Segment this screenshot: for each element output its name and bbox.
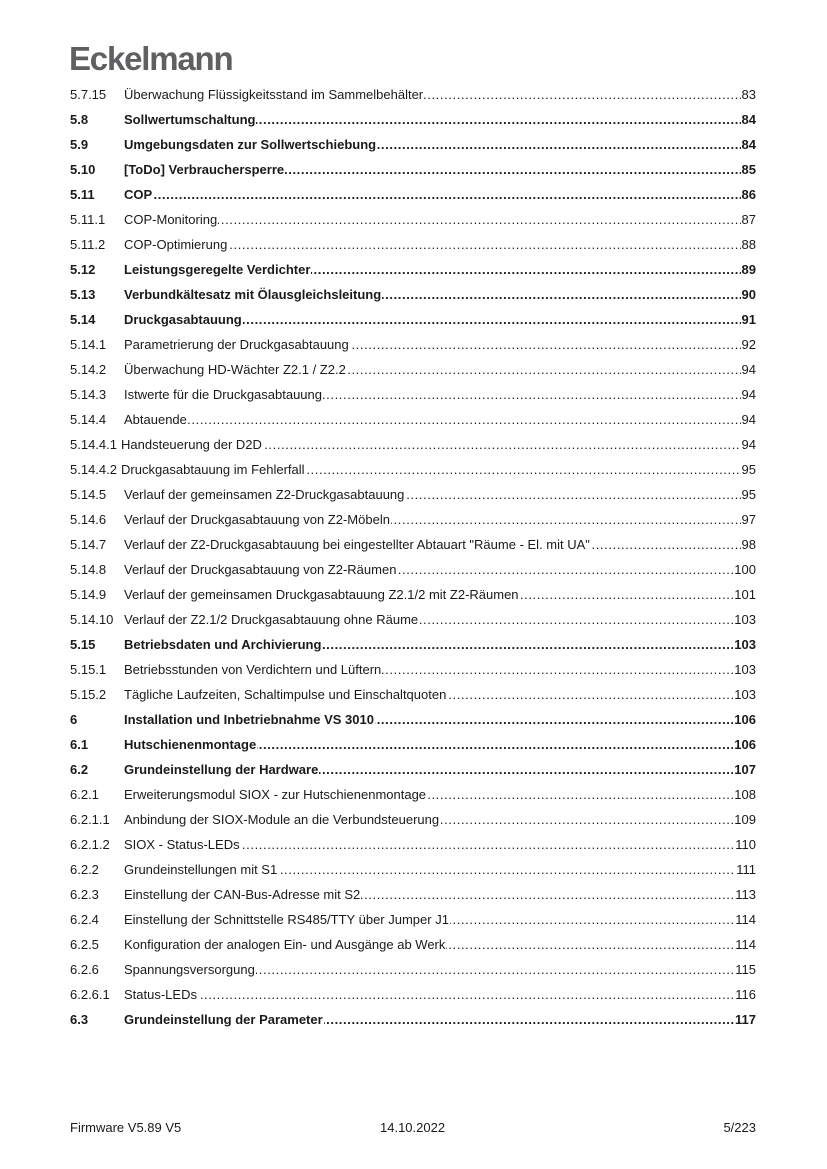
toc-entry-title: Verlauf der Z2.1/2 Druckgasabtauung ohne Räume <box>124 611 419 627</box>
toc-entry-title-wrap <box>124 787 733 803</box>
toc-entry-page: 103 <box>734 611 756 627</box>
toc-entry-title-wrap <box>124 312 741 328</box>
toc-entry[interactable] <box>70 632 756 657</box>
toc-entry-page: 97 <box>741 511 756 527</box>
toc-entry-title-wrap <box>124 562 733 578</box>
toc-entry[interactable] <box>70 857 756 882</box>
toc-entry-page: 91 <box>741 311 756 327</box>
toc-entry-title: Grundeinstellung der Parameter <box>124 1011 323 1027</box>
toc-entry[interactable] <box>70 932 756 957</box>
toc-entry-page: 94 <box>741 436 756 452</box>
toc-entry-page: 101 <box>734 586 756 602</box>
toc-entry-page: 109 <box>734 811 756 827</box>
toc-entry-page: 95 <box>741 486 756 502</box>
toc-entry-page: 85 <box>741 161 756 177</box>
toc-entry-title-wrap <box>124 1012 734 1028</box>
toc-entry-number: 5.10 <box>70 161 96 177</box>
toc-entry-number: 5.14.4.2 <box>70 461 117 477</box>
toc-entry-title: Einstellung der CAN-Bus-Adresse mit S2 <box>124 886 361 902</box>
toc-entry-title-wrap <box>124 512 741 528</box>
toc-entry-title-wrap <box>124 187 741 203</box>
toc-entry-number: 5.15.2 <box>70 686 107 702</box>
toc-entry-title: Leistungsgeregelte Verdichter <box>124 261 311 277</box>
toc-entry-title: Handsteuerung der D2D <box>121 436 262 452</box>
toc-entry[interactable] <box>70 457 756 482</box>
toc-entry-title-wrap <box>124 712 733 728</box>
toc-entry-title: Tägliche Laufzeiten, Schaltimpulse und Einschaltquoten <box>124 686 447 702</box>
toc-entry-page: 108 <box>734 786 756 802</box>
toc-entry-title-wrap <box>124 837 734 853</box>
toc-entry-number: 5.12 <box>70 261 96 277</box>
toc-entry-number: 5.11 <box>70 186 95 202</box>
toc-entry-title: Erweiterungsmodul SIOX - zur Hutschienenmontage <box>124 786 427 802</box>
toc-entry-title: Verbundkältesatz mit Ölausgleichsleitung <box>124 286 382 302</box>
toc-entry-title: COP-Monitoring <box>124 211 218 227</box>
toc-entry-title-wrap <box>124 262 741 278</box>
toc-entry-page: 94 <box>741 411 756 427</box>
toc-entry-title-wrap <box>124 87 741 103</box>
toc-entry[interactable] <box>70 207 756 232</box>
toc-entry[interactable] <box>70 307 756 332</box>
toc-entry-title: Umgebungsdaten zur Sollwertschiebung <box>124 136 377 152</box>
toc-entry-number: 5.14.10 <box>70 611 114 627</box>
toc-entry-page: 107 <box>734 761 756 777</box>
toc-entry[interactable] <box>70 382 756 407</box>
toc-entry[interactable] <box>70 132 756 157</box>
toc-entry[interactable] <box>70 607 756 632</box>
toc-entry-title-wrap <box>124 887 734 903</box>
toc-entry-number: 5.14.6 <box>70 511 107 527</box>
toc-entry-page: 92 <box>741 336 756 352</box>
toc-entry-page: 106 <box>734 736 756 752</box>
toc-entry-page: 114 <box>735 936 756 952</box>
toc-entry[interactable] <box>70 832 756 857</box>
toc-entry-number: 5.8 <box>70 111 89 127</box>
toc-entry-number: 5.14.8 <box>70 561 107 577</box>
footer-firmware: Firmware V5.89 V5 <box>70 1120 182 1135</box>
toc-entry-title: Status-LEDs <box>124 986 197 1002</box>
toc-entry-page: 100 <box>734 561 756 577</box>
toc-entry-title-wrap <box>124 987 734 1003</box>
toc-entry-title-wrap <box>124 812 733 828</box>
toc-entry[interactable] <box>70 982 756 1007</box>
toc-entry-title: Anbindung der SIOX-Module an die Verbundsteuerung <box>124 811 440 827</box>
table-of-contents <box>70 82 756 1032</box>
toc-entry-title-wrap <box>124 162 741 178</box>
toc-entry-number: 6.2.3 <box>70 886 99 902</box>
toc-entry-title-wrap <box>124 412 741 428</box>
toc-entry-title: Betriebsdaten und Archivierung <box>124 636 322 652</box>
toc-entry-number: 5.9 <box>70 136 89 152</box>
toc-entry-page: 113 <box>735 886 756 902</box>
toc-entry-title: Verlauf der Druckgasabtauung von Z2-Möbeln <box>124 511 390 527</box>
toc-entry-number: 5.14.1 <box>70 336 107 352</box>
toc-entry[interactable] <box>70 657 756 682</box>
toc-entry[interactable] <box>70 807 756 832</box>
toc-entry[interactable] <box>70 707 756 732</box>
toc-entry-number: 5.13 <box>70 286 96 302</box>
toc-entry-title-wrap <box>124 962 734 978</box>
toc-entry-page: 117 <box>735 1011 756 1027</box>
toc-entry-title-wrap <box>124 112 741 128</box>
toc-entry-title: Spannungsversorgung <box>124 961 255 977</box>
toc-entry-number: 5.14.9 <box>70 586 107 602</box>
toc-entry-title: Überwachung Flüssigkeitsstand im Sammelbehälter <box>124 86 424 102</box>
toc-entry[interactable] <box>70 782 756 807</box>
toc-entry[interactable] <box>70 407 756 432</box>
toc-entry-title: Druckgasabtauung <box>124 311 242 327</box>
toc-entry[interactable] <box>70 907 756 932</box>
toc-entry-title: Konfiguration der analogen Ein- und Ausgänge ab Werk <box>124 936 446 952</box>
toc-entry-number: 5.14 <box>70 311 96 327</box>
toc-entry-title-wrap <box>124 537 741 553</box>
toc-entry-page: 95 <box>741 461 756 477</box>
toc-entry-number: 6.2 <box>70 761 89 777</box>
toc-entry-title: Verlauf der gemeinsamen Druckgasabtauung Z2.1/2 mit Z2-Räumen <box>124 586 519 602</box>
footer-page-number: 5/223 <box>723 1120 756 1135</box>
toc-entry-number: 5.14.2 <box>70 361 107 377</box>
toc-entry-number: 6 <box>70 711 78 727</box>
toc-entry-title-wrap <box>124 362 741 378</box>
toc-entry-title: COP-Optimierung <box>124 236 228 252</box>
toc-entry-title: Parametrierung der Druckgasabtauung <box>124 336 349 352</box>
toc-entry-title-wrap <box>124 387 741 403</box>
toc-entry-page: 88 <box>741 236 756 252</box>
footer-date: 14.10.2022 <box>380 1120 446 1135</box>
toc-entry-page: 83 <box>741 86 756 102</box>
toc-entry-number: 5.14.4.1 <box>70 436 117 452</box>
toc-entry-title: Grundeinstellungen mit S1 <box>124 861 278 877</box>
toc-entry-number: 5.14.3 <box>70 386 107 402</box>
toc-entry-title-wrap <box>124 587 733 603</box>
toc-entry-number: 6.2.2 <box>70 861 99 877</box>
toc-entry-title-wrap <box>121 462 741 478</box>
toc-entry[interactable] <box>70 957 756 982</box>
toc-entry-page: 86 <box>741 186 756 202</box>
toc-entry[interactable] <box>70 232 756 257</box>
toc-entry-number: 5.15 <box>70 636 96 652</box>
toc-entry-title-wrap <box>124 737 733 753</box>
toc-entry[interactable] <box>70 282 756 307</box>
toc-entry-page: 94 <box>741 386 756 402</box>
toc-entry-title: Hutschienenmontage <box>124 736 257 752</box>
toc-entry-number: 5.14.7 <box>70 536 107 552</box>
toc-entry-title: Überwachung HD-Wächter Z2.1 / Z2.2 <box>124 361 346 377</box>
toc-entry-number: 5.15.1 <box>70 661 107 677</box>
toc-entry-title-wrap <box>124 237 741 253</box>
toc-entry-title-wrap <box>124 337 741 353</box>
toc-entry-title-wrap <box>124 662 733 678</box>
toc-entry-title-wrap <box>124 762 733 778</box>
toc-entry-page: 90 <box>741 286 756 302</box>
toc-entry[interactable] <box>70 757 756 782</box>
toc-entry-title: Einstellung der Schnittstelle RS485/TTY über Jumper J1 <box>124 911 449 927</box>
toc-entry-page: 98 <box>741 536 756 552</box>
toc-entry-page: 84 <box>741 136 756 152</box>
toc-entry-title: Verlauf der Druckgasabtauung von Z2-Räumen <box>124 561 397 577</box>
toc-entry-page: 89 <box>741 261 756 277</box>
toc-entry[interactable] <box>70 157 756 182</box>
toc-entry[interactable] <box>70 507 756 532</box>
toc-entry-number: 5.14.5 <box>70 486 107 502</box>
toc-entry-page: 110 <box>735 836 756 852</box>
toc-entry[interactable] <box>70 582 756 607</box>
toc-entry[interactable] <box>70 432 756 457</box>
toc-entry[interactable] <box>70 1007 756 1032</box>
toc-entry-title: Verlauf der Z2-Druckgasabtauung bei eingestellter Abtauart "Räume - El. mit UA" <box>124 536 590 552</box>
toc-entry[interactable] <box>70 557 756 582</box>
toc-entry-number: 6.3 <box>70 1011 89 1027</box>
toc-entry-title: [ToDo] Verbrauchersperre <box>124 161 285 177</box>
toc-entry[interactable] <box>70 732 756 757</box>
toc-entry-title-wrap <box>124 212 741 228</box>
toc-entry-title-wrap <box>124 487 741 503</box>
toc-entry[interactable] <box>70 332 756 357</box>
toc-entry-page: 84 <box>741 111 756 127</box>
toc-entry-title-wrap <box>124 287 741 303</box>
toc-entry-number: 5.11.1 <box>70 211 106 227</box>
toc-entry-number: 6.1 <box>70 736 89 752</box>
toc-entry-title-wrap <box>124 637 733 653</box>
toc-entry[interactable] <box>70 532 756 557</box>
toc-entry-title: Druckgasabtauung im Fehlerfall <box>121 461 305 477</box>
toc-entry[interactable] <box>70 882 756 907</box>
toc-entry[interactable] <box>70 107 756 132</box>
toc-entry-title: Sollwertumschaltung <box>124 111 256 127</box>
toc-entry-number: 6.2.1.2 <box>70 836 110 852</box>
toc-entry-page: 114 <box>735 911 756 927</box>
toc-entry-title: Abtauende <box>124 411 187 427</box>
toc-entry[interactable] <box>70 257 756 282</box>
toc-entry[interactable] <box>70 182 756 207</box>
toc-entry-number: 6.2.6.1 <box>70 986 110 1002</box>
toc-entry-number: 6.2.5 <box>70 936 99 952</box>
toc-entry-title: SIOX - Status-LEDs <box>124 836 240 852</box>
eckelmann-logo: Eckelmann <box>69 40 233 77</box>
toc-entry-number: 6.2.1 <box>70 786 99 802</box>
toc-entry-number: 5.11.2 <box>70 236 106 252</box>
toc-entry-page: 111 <box>736 861 756 877</box>
toc-entry-number: 6.2.1.1 <box>70 811 110 827</box>
toc-entry[interactable] <box>70 682 756 707</box>
toc-entry-number: 5.14.4 <box>70 411 107 427</box>
toc-entry-title: Istwerte für die Druckgasabtauung <box>124 386 322 402</box>
toc-entry-title-wrap <box>124 912 734 928</box>
toc-entry-page: 87 <box>741 211 756 227</box>
toc-entry[interactable] <box>70 357 756 382</box>
toc-entry[interactable] <box>70 82 756 107</box>
toc-entry-page: 106 <box>734 711 756 727</box>
toc-entry-title: Betriebsstunden von Verdichtern und Lüftern <box>124 661 382 677</box>
toc-entry-number: 6.2.4 <box>70 911 99 927</box>
toc-entry-title: Grundeinstellung der Hardware <box>124 761 319 777</box>
toc-entry[interactable] <box>70 482 756 507</box>
toc-entry-title: COP <box>124 186 153 202</box>
toc-entry-title-wrap <box>124 612 733 628</box>
toc-entry-number: 5.7.15 <box>70 86 107 102</box>
toc-entry-page: 115 <box>735 961 756 977</box>
toc-entry-title-wrap <box>124 687 733 703</box>
toc-entry-title-wrap <box>124 937 734 953</box>
toc-entry-title: Installation und Inbetriebnahme VS 3010 <box>124 711 374 727</box>
toc-entry-page: 103 <box>734 636 756 652</box>
toc-entry-title-wrap <box>124 862 735 878</box>
toc-entry-number: 6.2.6 <box>70 961 99 977</box>
toc-entry-page: 94 <box>741 361 756 377</box>
toc-entry-page: 103 <box>734 661 756 677</box>
toc-entry-page: 103 <box>734 686 756 702</box>
toc-entry-title: Verlauf der gemeinsamen Z2-Druckgasabtauung <box>124 486 405 502</box>
toc-entry-title-wrap <box>124 137 741 153</box>
toc-entry-title-wrap <box>121 437 741 453</box>
toc-entry-page: 116 <box>735 986 756 1002</box>
